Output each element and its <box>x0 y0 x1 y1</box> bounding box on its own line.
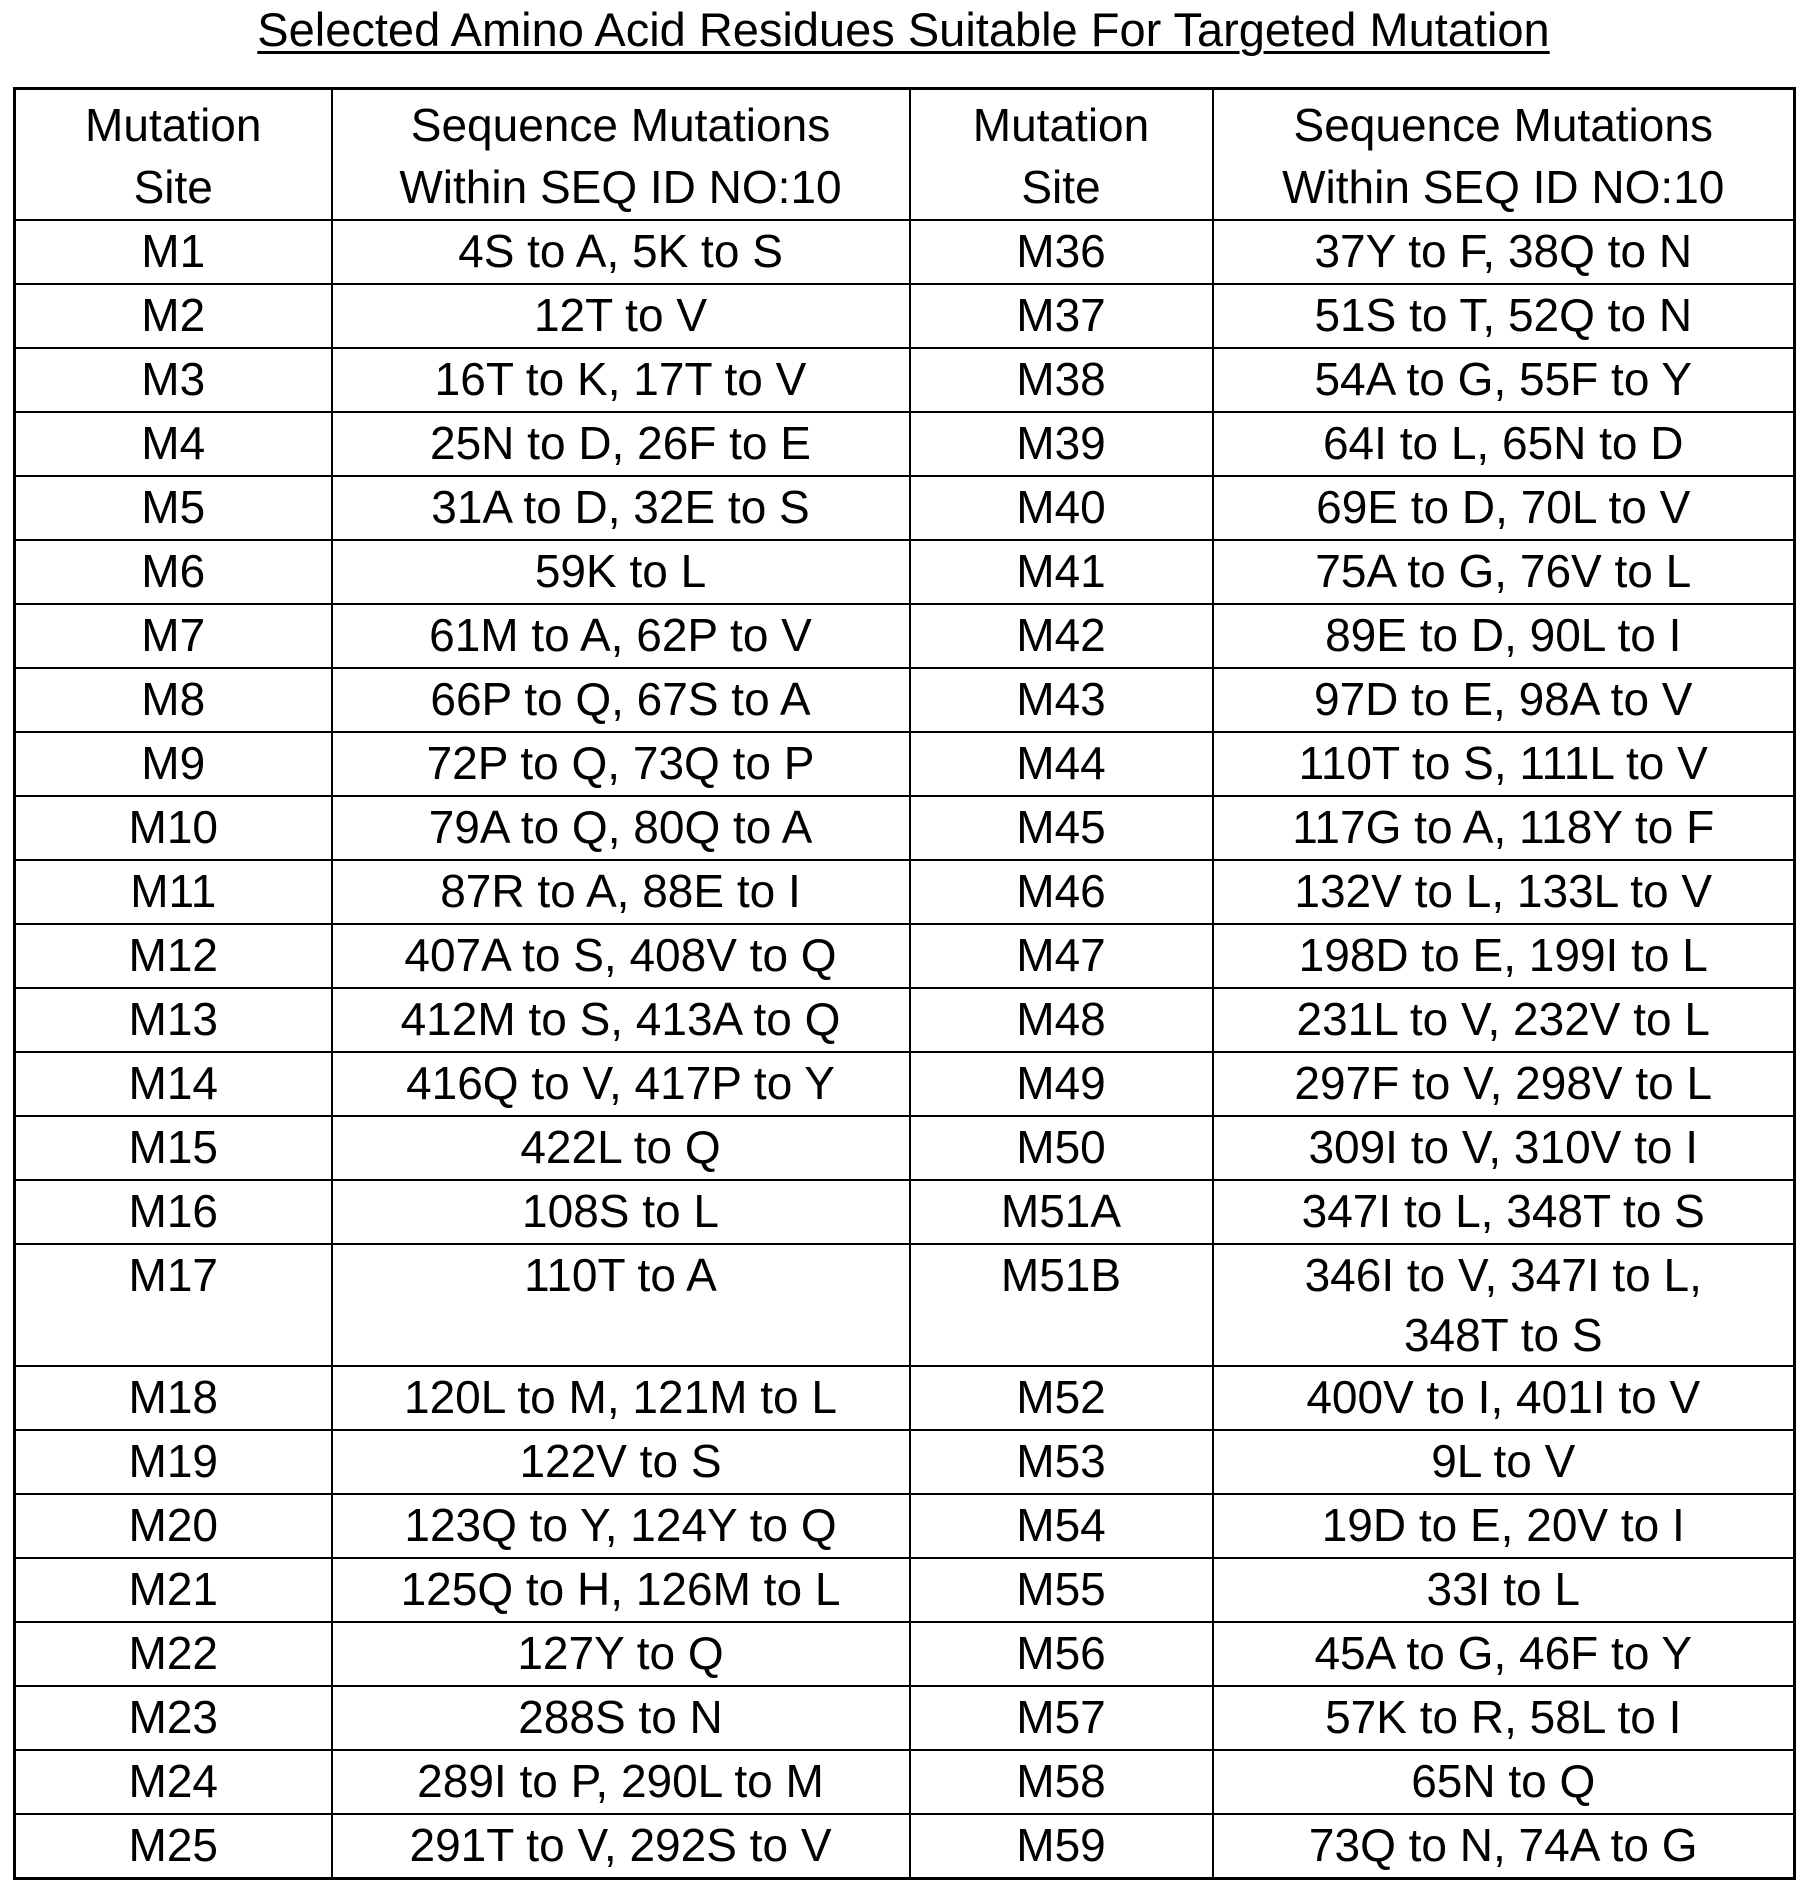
table-row <box>15 1116 1795 1180</box>
table-row <box>15 412 1795 476</box>
table-row <box>15 1244 1795 1366</box>
mutation-site-cell: M58 <box>910 1750 1213 1814</box>
sequence-mutation-cell: 66P to Q, 67S to A <box>332 668 910 732</box>
sequence-mutation-cell: 108S to L <box>332 1180 910 1244</box>
mutation-site-cell: M43 <box>910 668 1213 732</box>
sequence-mutation-cell: 297F to V, 298V to L <box>1213 1052 1795 1116</box>
mutation-site-cell: M50 <box>910 1116 1213 1180</box>
table-row <box>15 1180 1795 1244</box>
mutation-site-cell: M4 <box>15 412 332 476</box>
mutation-site-cell: M8 <box>15 668 332 732</box>
mutation-site-cell: M53 <box>910 1430 1213 1494</box>
sequence-mutation-cell: 65N to Q <box>1213 1750 1795 1814</box>
title-text: Selected Amino Acid Residues Suitable For Targeted Mutation <box>257 3 1549 56</box>
table-row <box>15 220 1795 284</box>
sequence-mutation-cell: 75A to G, 76V to L <box>1213 540 1795 604</box>
sequence-mutation-cell: 59K to L <box>332 540 910 604</box>
table-row <box>15 860 1795 924</box>
mutation-site-cell: M22 <box>15 1622 332 1686</box>
table-row <box>15 988 1795 1052</box>
sequence-mutation-cell: 4S to A, 5K to S <box>332 220 910 284</box>
table-row <box>15 924 1795 988</box>
sequence-mutation-cell: 120L to M, 121M to L <box>332 1366 910 1430</box>
header-mutation-site <box>910 89 1213 221</box>
mutation-site-cell: M42 <box>910 604 1213 668</box>
table-row <box>15 796 1795 860</box>
table-row <box>15 540 1795 604</box>
sequence-mutation-cell: 346I to V, 347I to L, 348T to S <box>1213 1244 1795 1366</box>
header-text: Within SEQ ID NO:10 <box>1282 161 1724 213</box>
header-text: Mutation <box>973 99 1149 151</box>
mutation-site-cell: M5 <box>15 476 332 540</box>
mutation-site-cell: M55 <box>910 1558 1213 1622</box>
sequence-mutation-cell: 288S to N <box>332 1686 910 1750</box>
mutation-site-cell: M37 <box>910 284 1213 348</box>
sequence-mutation-cell: 57K to R, 58L to I <box>1213 1686 1795 1750</box>
sequence-mutation-cell: 33I to L <box>1213 1558 1795 1622</box>
header-text: Mutation <box>85 99 261 151</box>
mutation-site-cell: M17 <box>15 1244 332 1366</box>
mutation-site-cell: M44 <box>910 732 1213 796</box>
sequence-mutation-cell: 45A to G, 46F to Y <box>1213 1622 1795 1686</box>
sequence-mutation-cell: 9L to V <box>1213 1430 1795 1494</box>
table-body <box>15 220 1795 1879</box>
sequence-mutation-cell: 412M to S, 413A to Q <box>332 988 910 1052</box>
mutation-site-cell: M48 <box>910 988 1213 1052</box>
mutation-site-cell: M7 <box>15 604 332 668</box>
sequence-mutation-cell: 87R to A, 88E to I <box>332 860 910 924</box>
sequence-mutation-cell: 51S to T, 52Q to N <box>1213 284 1795 348</box>
header-text: Sequence Mutations <box>1294 99 1713 151</box>
sequence-mutation-cell: 110T to A <box>332 1244 910 1366</box>
mutation-site-cell: M41 <box>910 540 1213 604</box>
sequence-mutation-cell: 72P to Q, 73Q to P <box>332 732 910 796</box>
sequence-mutation-cell: 407A to S, 408V to Q <box>332 924 910 988</box>
mutation-site-cell: M13 <box>15 988 332 1052</box>
mutation-site-cell: M39 <box>910 412 1213 476</box>
header-sequence-mutations <box>332 89 910 221</box>
mutation-site-cell: M57 <box>910 1686 1213 1750</box>
sequence-mutation-cell: 125Q to H, 126M to L <box>332 1558 910 1622</box>
sequence-mutation-cell: 31A to D, 32E to S <box>332 476 910 540</box>
mutation-site-cell: M16 <box>15 1180 332 1244</box>
sequence-mutation-cell: 37Y to F, 38Q to N <box>1213 220 1795 284</box>
mutation-site-cell: M59 <box>910 1814 1213 1879</box>
table-row <box>15 1750 1795 1814</box>
sequence-mutation-cell: 127Y to Q <box>332 1622 910 1686</box>
mutation-site-cell: M51A <box>910 1180 1213 1244</box>
sequence-mutation-cell: 73Q to N, 74A to G <box>1213 1814 1795 1879</box>
table-row <box>15 284 1795 348</box>
header-text: Within SEQ ID NO:10 <box>399 161 841 213</box>
mutation-site-cell: M49 <box>910 1052 1213 1116</box>
mutation-site-cell: M40 <box>910 476 1213 540</box>
header-sequence-mutations <box>1213 89 1795 221</box>
sequence-mutation-cell: 347I to L, 348T to S <box>1213 1180 1795 1244</box>
table-row <box>15 1366 1795 1430</box>
sequence-mutation-cell: 132V to L, 133L to V <box>1213 860 1795 924</box>
mutation-site-cell: M12 <box>15 924 332 988</box>
sequence-mutation-cell: 400V to I, 401I to V <box>1213 1366 1795 1430</box>
mutation-site-cell: M3 <box>15 348 332 412</box>
table-row <box>15 1430 1795 1494</box>
sequence-mutation-cell: 110T to S, 111L to V <box>1213 732 1795 796</box>
sequence-mutation-cell: 123Q to Y, 124Y to Q <box>332 1494 910 1558</box>
header-mutation-site <box>15 89 332 221</box>
header-text: Site <box>134 161 213 213</box>
sequence-mutation-cell: 16T to K, 17T to V <box>332 348 910 412</box>
header-row <box>15 89 1795 221</box>
mutation-site-cell: M10 <box>15 796 332 860</box>
sequence-mutation-cell: 289I to P, 290L to M <box>332 1750 910 1814</box>
table-row <box>15 1558 1795 1622</box>
mutation-site-cell: M23 <box>15 1686 332 1750</box>
table-row <box>15 1622 1795 1686</box>
mutation-site-cell: M20 <box>15 1494 332 1558</box>
table-row <box>15 604 1795 668</box>
table-row <box>15 732 1795 796</box>
sequence-mutation-cell: 422L to Q <box>332 1116 910 1180</box>
sequence-mutation-cell: 291T to V, 292S to V <box>332 1814 910 1879</box>
header-text: Sequence Mutations <box>411 99 830 151</box>
mutation-site-cell: M52 <box>910 1366 1213 1430</box>
mutation-table <box>13 87 1796 1880</box>
mutation-site-cell: M11 <box>15 860 332 924</box>
sequence-mutation-cell: 231L to V, 232V to L <box>1213 988 1795 1052</box>
mutation-site-cell: M9 <box>15 732 332 796</box>
sequence-mutation-cell: 64I to L, 65N to D <box>1213 412 1795 476</box>
table-row <box>15 1052 1795 1116</box>
sequence-mutation-cell: 122V to S <box>332 1430 910 1494</box>
mutation-site-cell: M25 <box>15 1814 332 1879</box>
mutation-site-cell: M14 <box>15 1052 332 1116</box>
mutation-site-cell: M1 <box>15 220 332 284</box>
mutation-site-cell: M38 <box>910 348 1213 412</box>
sequence-mutation-cell: 416Q to V, 417P to Y <box>332 1052 910 1116</box>
sequence-mutation-cell: 69E to D, 70L to V <box>1213 476 1795 540</box>
mutation-site-cell: M15 <box>15 1116 332 1180</box>
mutation-site-cell: M36 <box>910 220 1213 284</box>
header-text: Site <box>1021 161 1100 213</box>
mutation-site-cell: M19 <box>15 1430 332 1494</box>
sequence-mutation-cell: 25N to D, 26F to E <box>332 412 910 476</box>
table-row <box>15 1494 1795 1558</box>
mutation-site-cell: M18 <box>15 1366 332 1430</box>
sequence-mutation-cell: 97D to E, 98A to V <box>1213 668 1795 732</box>
mutation-site-cell: M51B <box>910 1244 1213 1366</box>
table-row <box>15 1686 1795 1750</box>
sequence-mutation-cell: 89E to D, 90L to I <box>1213 604 1795 668</box>
mutation-site-cell: M2 <box>15 284 332 348</box>
sequence-mutation-cell: 19D to E, 20V to I <box>1213 1494 1795 1558</box>
sequence-mutation-cell: 117G to A, 118Y to F <box>1213 796 1795 860</box>
mutation-site-cell: M24 <box>15 1750 332 1814</box>
mutation-site-cell: M46 <box>910 860 1213 924</box>
mutation-site-cell: M6 <box>15 540 332 604</box>
sequence-mutation-cell: 309I to V, 310V to I <box>1213 1116 1795 1180</box>
table-row <box>15 668 1795 732</box>
mutation-site-cell: M54 <box>910 1494 1213 1558</box>
sequence-mutation-cell: 12T to V <box>332 284 910 348</box>
mutation-site-cell: M21 <box>15 1558 332 1622</box>
mutation-site-cell: M47 <box>910 924 1213 988</box>
sequence-mutation-cell: 61M to A, 62P to V <box>332 604 910 668</box>
table-row <box>15 348 1795 412</box>
sequence-mutation-cell: 79A to Q, 80Q to A <box>332 796 910 860</box>
sequence-mutation-cell: 198D to E, 199I to L <box>1213 924 1795 988</box>
mutation-site-cell: M45 <box>910 796 1213 860</box>
mutation-site-cell: M56 <box>910 1622 1213 1686</box>
sequence-mutation-cell: 54A to G, 55F to Y <box>1213 348 1795 412</box>
table-row <box>15 1814 1795 1879</box>
table-row <box>15 476 1795 540</box>
table-title <box>0 2 1807 58</box>
